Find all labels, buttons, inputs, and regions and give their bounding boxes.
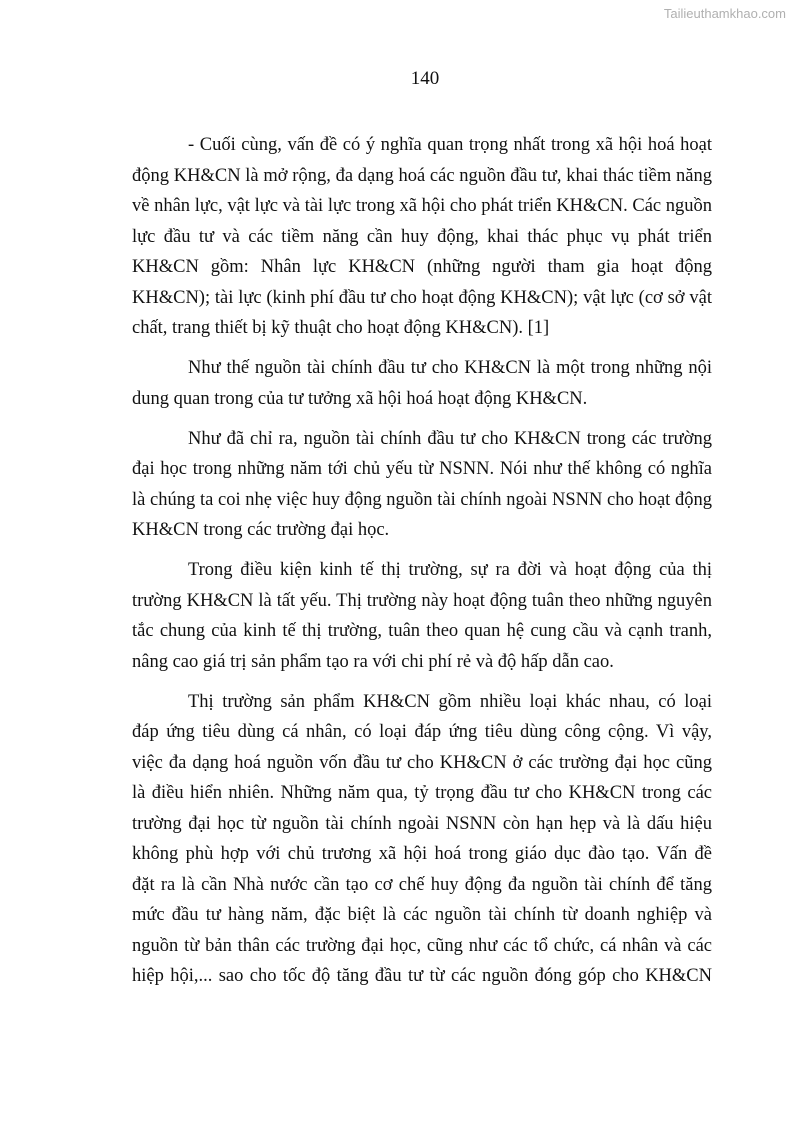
text-line: Thị trường sản phẩm KH&CN gồm nhiều loại khác nhau, có loại [188,691,712,712]
text-line: - Cuối cùng, vấn đề có ý nghĩa quan trọng nhất trong xã hội hoá hoạt [188,135,712,155]
text-line: là điều hiển nhiên. Những năm qua, tỷ trọng đầu tư cho KH&CN trong các [132,783,712,803]
text-line: lực đầu tư và các tiềm năng cần huy động, khai thác phục vụ phát triển [132,226,712,247]
text-line: Như thế nguồn tài chính đầu tư cho KH&CN là một trong những nội [188,358,712,378]
text-line: đáp ứng tiêu dùng cá nhân, có loại đáp ứng tiêu dùng công cộng. Vì vậy, [132,722,712,742]
paragraph [132,130,712,344]
text-line: Trong điều kiện kinh tế thị trường, sự ra đời và hoạt động của thị [188,560,712,580]
text-line: về nhân lực, vật lực và tài lực trong xã hội cho phát triển KH&CN. Các nguồn [132,196,712,216]
watermark: Tailieuthamkhao.com [663,6,786,21]
text-line: tắc chung của kinh tế thị trường, tuân theo quan hệ cung cầu và cạnh tranh, [132,621,712,641]
text-line: đại học trong những năm tới chủ yếu từ NSNN. Nói như thế không có nghĩa [132,459,712,479]
paragraph [132,424,712,546]
text-line: trường đại học từ nguồn tài chính ngoài NSNN còn hạn hẹp và là dấu hiệu [132,813,712,834]
text-line: dung quan trong của tư tưởng xã hội hoá hoạt động KH&CN. [132,388,588,409]
text-line: việc đa dạng hoá nguồn vốn đầu tư cho KH&CN ở các trường đại học cũng [132,752,712,773]
page-number: 140 [410,68,440,89]
text-line: hiệp hội,... sao cho tốc độ tăng đầu tư từ các nguồn đóng góp cho KH&CN [132,966,712,986]
document-body [132,130,712,1001]
text-line: trường KH&CN là tất yếu. Thị trường này hoạt động tuân theo những nguyên [132,590,712,611]
text-line: KH&CN); tài lực (kinh phí đầu tư cho hoạt động KH&CN); vật lực (cơ sở vật [132,287,712,308]
text-line: Như đã chỉ ra, nguồn tài chính đầu tư cho KH&CN trong các trường [188,428,712,449]
text-line: không phù hợp với chủ trương xã hội hoá trong giáo dục đào tạo. Vấn đề [132,844,712,864]
text-line: KH&CN gồm: Nhân lực KH&CN (những người tham gia hoạt động [132,257,712,277]
paragraph [132,687,712,992]
text-line: là chúng ta coi nhẹ việc huy động nguồn tài chính ngoài NSNN cho hoạt động [132,489,712,510]
paragraph [132,353,712,414]
text-line: mức đầu tư hàng năm, đặc biệt là các nguồn tài chính từ doanh nghiệp và [132,905,712,925]
text-line: nâng cao giá trị sản phẩm tạo ra với chi phí rẻ và độ hấp dẫn cao. [132,651,614,672]
paragraph [132,555,712,677]
text-line: chất, trang thiết bị kỹ thuật cho hoạt động KH&CN). [1] [132,318,550,338]
text-line: nguồn từ bản thân các trường đại học, cũng như các tổ chức, cá nhân và các [132,935,712,956]
text-line: đặt ra là cần Nhà nước cần tạo cơ chế huy động đa nguồn tài chính để tăng [132,874,712,895]
text-line: động KH&CN là mở rộng, đa dạng hoá các nguồn đầu tư, khai thác tiềm năng [132,165,712,186]
text-line: KH&CN trong các trường đại học. [132,520,390,540]
